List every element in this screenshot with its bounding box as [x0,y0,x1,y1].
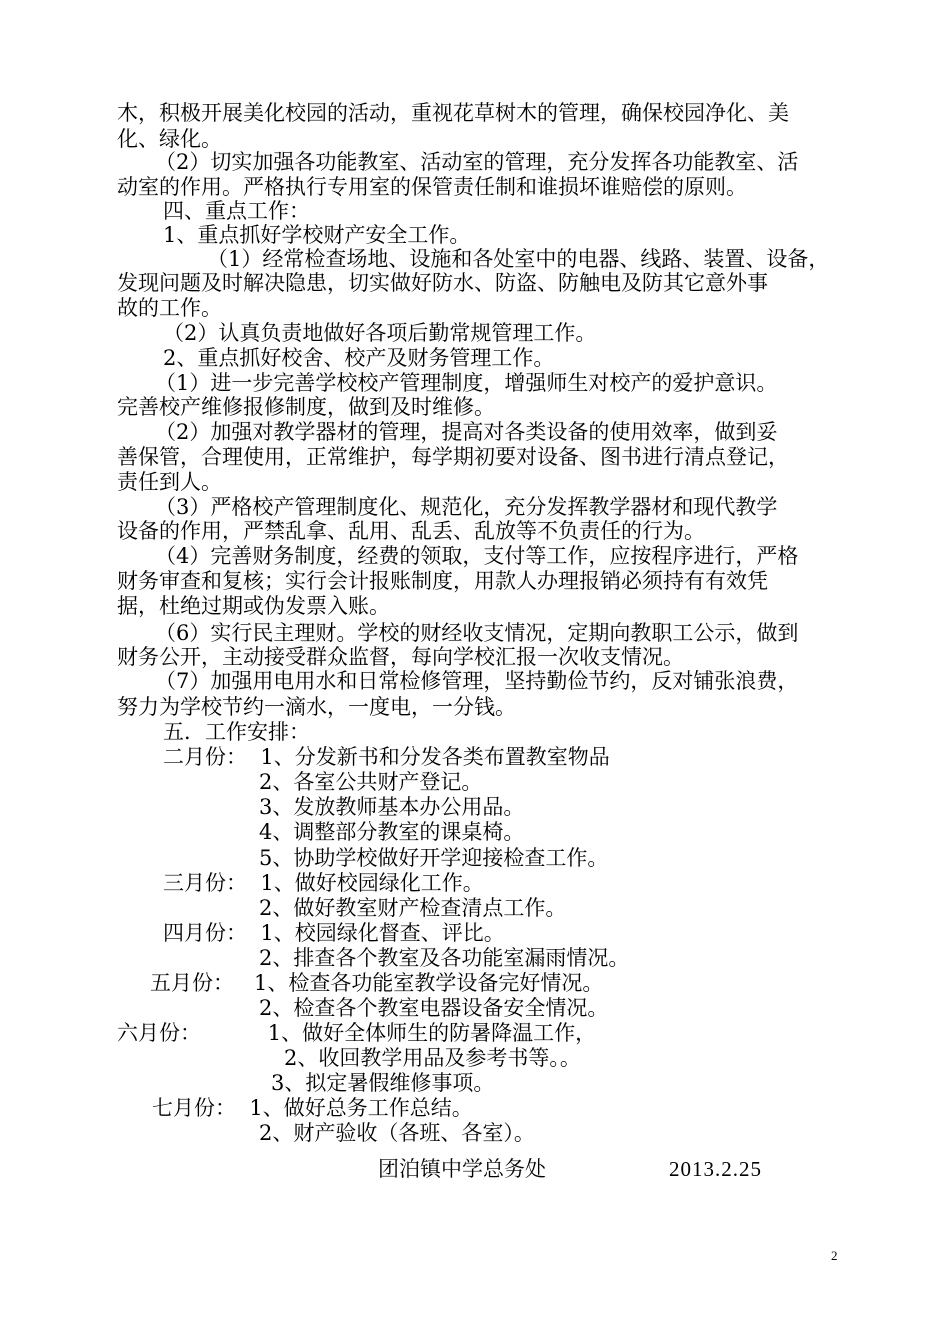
text-line: 七月份： 1、做好总务工作总结。 [152,1096,473,1120]
text-line: （2）加强对教学器材的管理，提高对各类设备的使用效率，做到妥 [155,420,778,444]
text-line: 据，杜绝过期或伪发票入账。 [117,594,390,618]
text-line: （3）严格校产管理制度化、规范化，充分发挥教学器材和现代教学 [155,495,778,519]
text-line: 设备的作用，严禁乱拿、乱用、乱丢、乱放等不负责任的行为。 [117,519,705,543]
text-line: 2、财产验收（各班、各室）。 [259,1121,535,1145]
text-line: （2）切实加强各功能教室、活动室的管理，充分发挥各功能教室、活 [155,150,799,174]
text-line: 3、拟定暑假维修事项。 [271,1071,495,1095]
text-line: 2、排查各个教室及各功能室漏雨情况。 [259,946,630,970]
text-line: 三月份： 1、做好校园绿化工作。 [163,871,484,895]
text-line: 完善校产维修报修制度，做到及时维修。 [117,395,495,419]
text-line: （1）进一步完善学校校产管理制度，增强师生对校产的爱护意识。 [155,371,778,395]
text-line: 四、重点工作： [163,199,310,223]
text-line: （6）实行民主理财。学校的财经收支情况，定期向教职工公示，做到 [155,621,799,645]
page-number: 2 [831,1248,838,1263]
text-line: 财务审查和复核；实行会计报账制度，用款人办理报销必须持有有效凭 [117,569,768,593]
text-line: 六月份： 1、做好全体师生的防暑降温工作， [117,1021,597,1045]
text-line: 2、重点抓好校舍、校产及财务管理工作。 [163,346,555,370]
signature-date: 2013.2.25 [669,1157,762,1181]
text-line: 责任到人。 [117,470,222,494]
text-line: 2、各室公共财产登记。 [259,770,483,794]
text-line: 动室的作用。严格执行专用室的保管责任制和谁损坏谁赔偿的原则。 [117,175,747,199]
text-line: 财务公开，主动接受群众监督，每向学校汇报一次收支情况。 [117,645,684,669]
text-line: 四月份： 1、校园绿化督查、评比。 [163,921,505,945]
text-line: 五．工作安排： [163,720,310,744]
text-line: （1）经常检查场地、设施和各处室中的电器、线路、装置、设备， [207,247,830,271]
text-line: 2、收回教学用品及参考书等。。 [284,1046,581,1070]
text-line: 化、绿化。 [117,127,222,151]
text-line: 故的工作。 [117,296,222,320]
text-line: 3、发放教师基本办公用品。 [259,795,525,819]
signature-organization: 团泊镇中学总务处 [378,1157,546,1181]
text-line: 2、检查各个教室电器设备安全情况。 [259,996,609,1020]
text-line: 2、做好教室财产检查清点工作。 [259,896,567,920]
text-line: 5、协助学校做好开学迎接检查工作。 [259,846,609,870]
text-line: 发现问题及时解决隐患，切实做好防水、防盗、防触电及防其它意外事 [117,271,768,295]
text-line: 4、调整部分教室的课桌椅。 [259,820,525,844]
text-line: 1、重点抓好学校财产安全工作。 [163,223,471,247]
text-line: （2）认真负责地做好各项后勤常规管理工作。 [163,321,597,345]
text-line: 木，积极开展美化校园的活动，重视花草树木的管理，确保校园净化、美 [117,101,789,125]
text-line: 努力为学校节约一滴水，一度电，一分钱。 [117,695,516,719]
text-line: （7）加强用电用水和日常检修管理，坚持勤俭节约，反对铺张浪费， [155,669,799,693]
text-line: 善保管，合理使用，正常维护，每学期初要对设备、图书进行清点登记， [117,445,789,469]
text-line: 五月份： 1、检查各功能室教学设备完好情况。 [150,971,604,995]
text-line: 二月份： 1、分发新书和分发各类布置教室物品 [163,745,610,769]
text-line: （4）完善财务制度，经费的领取，支付等工作，应按程序进行，严格 [155,544,799,568]
